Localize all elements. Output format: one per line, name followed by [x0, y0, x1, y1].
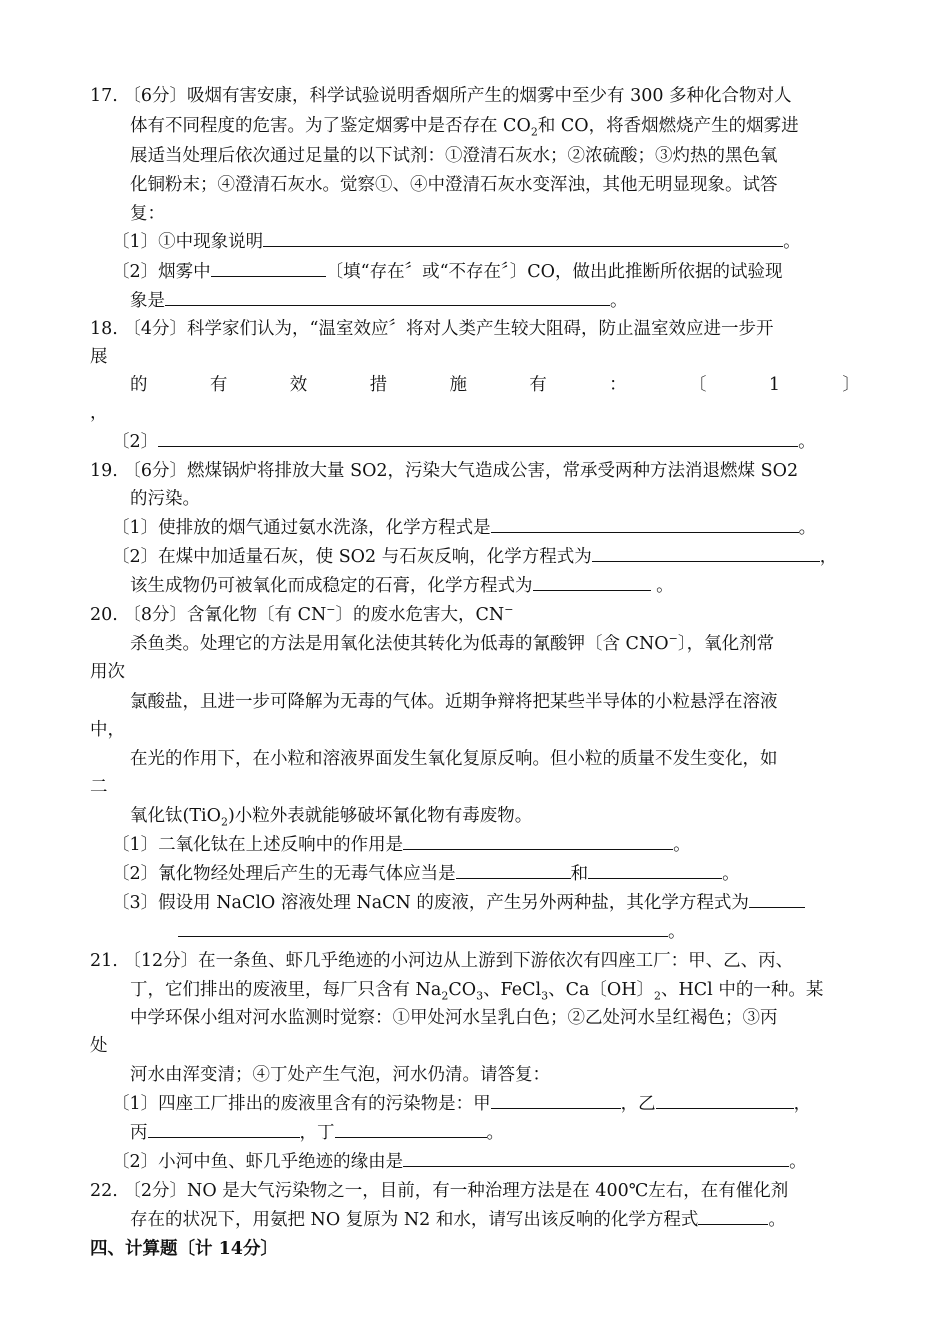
- q19-line-2: 的污染。: [130, 489, 200, 509]
- answer-blank[interactable]: [335, 1119, 487, 1138]
- answer-blank[interactable]: [491, 514, 799, 533]
- q18-line-1: 18. 〔4分〕科学家们认为，“温室效应〞将对人类产生较大阻碍，防止温室效应进一步开: [90, 319, 774, 339]
- q22-line-2: 存在的状况下，用氨把 NO 复原为 N2 和水，请写出该反响的化学方程式 。: [130, 1206, 786, 1234]
- q20-line-4: 氯酸盐，且进一步可降解为无毒的气体。近期争辩将把某些半导体的小粒悬浮在溶液: [130, 692, 778, 712]
- answer-blank[interactable]: [456, 860, 571, 879]
- q20-sub-2: 〔2〕氰化物经处理后产生的无毒气体应当是 和 。: [112, 860, 740, 888]
- q20-sub-1: 〔1〕二氧化钛在上述反响中的作用是 。: [112, 831, 691, 859]
- q20-line-1: 20. 〔8分〕含氰化物〔有 CN−〕的废水危害大，CN−: [90, 603, 514, 625]
- q18-line-2: 展: [90, 347, 108, 367]
- answer-blank[interactable]: [158, 428, 798, 447]
- answer-blank[interactable]: [588, 860, 722, 879]
- q20-line-8: 氧化钛(TiO$_2$)小粒外表就能够破坏氰化物有毒废物。: [130, 806, 533, 829]
- answer-blank[interactable]: [263, 228, 783, 247]
- q21-sub-1-cont: 丙 ，丁 。: [130, 1119, 504, 1147]
- answer-blank[interactable]: [592, 543, 820, 562]
- q20-line-3: 用次: [90, 662, 125, 682]
- q19-sub-2: 〔2〕在煤中加适量石灰，使 SO2 与石灰反响，化学方程式为 ，: [112, 543, 837, 571]
- answer-blank[interactable]: [211, 258, 326, 277]
- answer-blank[interactable]: [403, 1148, 789, 1167]
- q17-line-1: 17. 〔6分〕吸烟有害安康，科学试验说明香烟所产生的烟雾中至少有 300 多种化合物对人: [90, 86, 792, 106]
- answer-blank[interactable]: [178, 918, 668, 937]
- answer-blank[interactable]: [491, 1090, 621, 1109]
- q19-line-1: 19. 〔6分〕燃煤锅炉将排放大量 SO2，污染大气造成公害，常承受两种方法消退燃煤 SO2: [90, 461, 799, 481]
- answer-blank[interactable]: [533, 572, 651, 591]
- answer-blank[interactable]: [698, 1206, 768, 1225]
- section-heading: 四、计算题〔计 14分〕: [90, 1239, 278, 1259]
- q21-line-1: 21. 〔12分〕在一条鱼、虾几乎绝迹的小河边从上游到下游依次有四座工厂：甲、乙、丙、: [90, 951, 794, 971]
- q17-line-4: 化铜粉末；④澄清石灰水。觉察①、④中澄清石灰水变浑浊，其他无明显现象。试答: [130, 175, 778, 195]
- answer-blank[interactable]: [165, 287, 610, 306]
- q21-line-2: 丁，它们排出的废液里，每厂只含有 $Na_2CO_3$、FeCl$_3$、Ca〔OH〕$_2$、HCl 中的一种。某: [130, 980, 824, 1003]
- q20-line-7: 二: [90, 777, 108, 797]
- q21-sub-1: 〔1〕四座工厂排出的废液里含有的污染物是：甲 ，乙 ，: [112, 1090, 811, 1118]
- q21-line-4: 处: [90, 1036, 108, 1056]
- answer-blank[interactable]: [656, 1090, 794, 1109]
- q18-spread-text: 的 有 效 措 施 有 ： 〔 1 〕: [130, 375, 860, 395]
- q17-line-3: 展适当处理后依次通过足量的以下试剂：①澄清石灰水；②浓硫酸；③灼热的黑色氧: [130, 146, 778, 166]
- q17-line-2: 体有不同程度的危害。为了鉴定烟雾中是否存在 $CO_2$和 CO，将香烟燃烧产生的烟雾进: [130, 116, 799, 139]
- q21-sub-2: 〔2〕小河中鱼、虾几乎绝迹的缘由是 。: [112, 1148, 807, 1176]
- q17-sub-1: 〔1〕①中现象说明 。: [112, 228, 801, 256]
- q17-sub-2: 〔2〕烟雾中 〔填“存在〞或“不存在〞〕CO，做出此推断所依据的试验现: [112, 258, 783, 286]
- q20-sub-3: 〔3〕假设用 NaClO 溶液处理 NaCN 的废液，产生另外两种盐，其化学方程式为: [112, 889, 805, 917]
- q19-sub-2-cont: 该生成物仍可被氧化而成稳定的石膏，化学方程式为 。: [130, 572, 674, 600]
- q18-line-4: ，: [90, 403, 108, 423]
- q22-line-1: 22. 〔2分〕NO 是大气污染物之一，目前，有一种治理方法是在 400℃左右，在有催化剂: [90, 1181, 789, 1201]
- q20-line-2: 杀鱼类。处理它的方法是用氧化法使其转化为低毒的氰酸钾〔含 CNO−〕，氧化剂常: [130, 632, 775, 654]
- q20-sub-3-cont: 。: [178, 918, 686, 946]
- q18-sub-2: 〔2〕 。: [112, 428, 816, 456]
- answer-blank[interactable]: [749, 889, 805, 908]
- q21-line-3: 中学环保小组对河水监测时觉察：①甲处河水呈乳白色；②乙处河水呈红褐色；③丙: [130, 1008, 778, 1028]
- q20-line-6: 在光的作用下，在小粒和溶液界面发生氧化复原反响。但小粒的质量不发生变化，如: [130, 749, 778, 769]
- q19-sub-1: 〔1〕使排放的烟气通过氨水洗涤，化学方程式是 。: [112, 514, 816, 542]
- answer-blank[interactable]: [148, 1119, 300, 1138]
- q20-line-5: 中，: [90, 720, 125, 740]
- q18-line-3: [130, 371, 860, 399]
- answer-blank[interactable]: [403, 831, 673, 850]
- q21-line-5: 河水由浑变清；④丁处产生气泡，河水仍清。请答复：: [130, 1065, 550, 1085]
- q17-line-5: 复：: [130, 204, 165, 224]
- q17-sub-2-cont: 象是 。: [130, 287, 628, 315]
